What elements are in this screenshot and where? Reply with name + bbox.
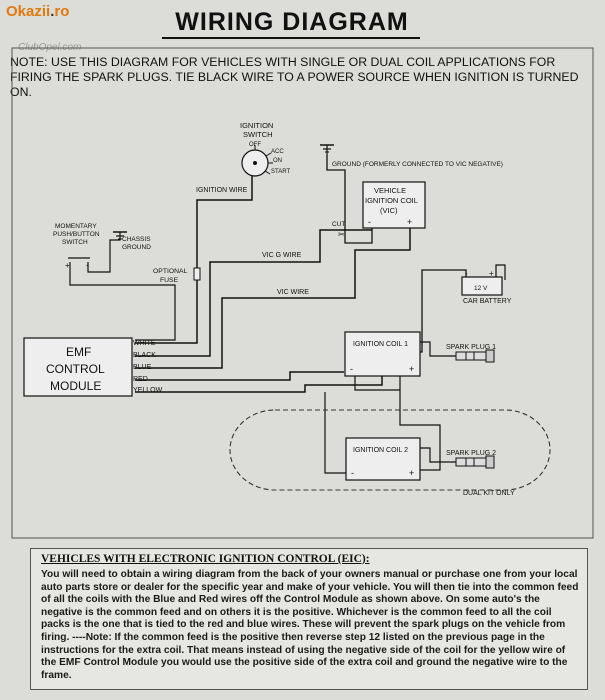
- ground-label: GROUND (FORMERLY CONNECTED TO VIC NEGATIVE): [332, 161, 503, 168]
- vic-plus: +: [407, 217, 413, 227]
- ignition-switch-label: IGNITION: [240, 121, 274, 130]
- wire-label-white: WHITE: [133, 340, 156, 347]
- chassis-ground-label-1: CHASSIS: [122, 236, 151, 243]
- ignition-switch: [242, 145, 273, 176]
- vic-label-3: (VIC): [380, 206, 398, 215]
- blue-wire: [135, 372, 344, 380]
- coil-link-wire: [355, 376, 400, 390]
- coil1-minus: -: [350, 364, 353, 374]
- car-battery-label: CAR BATTERY: [463, 298, 512, 305]
- coil2-plus: +: [409, 468, 415, 478]
- coil2-minus: -: [351, 468, 354, 478]
- wire-label-blue: BLUE: [133, 364, 152, 371]
- vic-wire-label: VIC WIRE: [277, 289, 309, 296]
- ground-symbol-top: [320, 145, 334, 155]
- vic-g-wire: [135, 230, 372, 356]
- vic-label-2: IGNITION COIL: [365, 196, 418, 205]
- spark-plug-1-icon: [456, 350, 494, 362]
- switch-on-label: ON: [273, 158, 282, 164]
- spark-plug-2-label: SPARK PLUG 2: [446, 450, 497, 457]
- spark-plug-1-label: SPARK PLUG 1: [446, 344, 497, 351]
- ignition-coil-2-label: IGNITION COIL 2: [353, 447, 408, 454]
- switch-acc-label: ACC: [271, 149, 284, 155]
- wire-label-yellow: YELLOW: [133, 387, 163, 394]
- coil2-negative-wire: [325, 392, 346, 473]
- ignition-switch-label-2: SWITCH: [243, 130, 273, 139]
- chassis-ground-wire: [88, 232, 120, 272]
- eic-body: You will need to obtain a wiring diagram from the back of your owners manual or purchase one from your local auto parts store or dealer for the specific year and make of your vehicle. You will then tie into the common feed of all the coils with the Blue and Red wires off the Control Module as shown above. On some auto's the negative is the common feed and on others it is the positive. Whichever is the common feed to all the coil packs is the one that is tied to the red and blue wires. These will prevent the spark plugs on the vehicle from firing. ----Note: If the common feed is the positive then reverse step 12 listed on the previous page in the instructions for the extra coil. That means instead of using the negative side of the coil for the yellow wire of the EMF Control Module you would use the positive side of the extra coil and ground the negative wire to the frame.: [41, 569, 579, 681]
- optional-fuse: [194, 268, 200, 280]
- eic-section: [30, 548, 588, 690]
- eic-heading: VEHICLES WITH ELECTRONIC IGNITION CONTROL (EIC):: [41, 553, 370, 565]
- emf-label-2: CONTROL: [46, 362, 105, 376]
- okazii-watermark-dot: .: [50, 3, 55, 20]
- cut-label: CUT: [332, 221, 346, 228]
- emf-label-3: MODULE: [50, 379, 102, 393]
- clubopel-watermark: ClubOpel.com: [18, 42, 82, 53]
- switch-off-label: OFF: [249, 142, 261, 148]
- momentary-switch-label-3: SWITCH: [62, 239, 88, 246]
- ignition-wire: [135, 176, 252, 343]
- coil1-plus: +: [409, 364, 415, 374]
- spark-plug-2-icon: [456, 456, 494, 468]
- page-title: WIRING DIAGRAM: [175, 8, 409, 36]
- optional-fuse-label-1: OPTIONAL: [153, 268, 188, 275]
- optional-fuse-label-2: FUSE: [160, 277, 179, 284]
- ignition-wire-label: IGNITION WIRE: [196, 187, 248, 194]
- ignition-coil-1-label: IGNITION COIL 1: [353, 341, 408, 348]
- wire-label-black: BLACK: [133, 352, 156, 359]
- vic-g-wire-label: VIC G WIRE: [262, 252, 302, 259]
- emf-label-1: EMF: [66, 345, 92, 359]
- battery-voltage: 12 V: [474, 285, 488, 292]
- dual-kit-label: DUAL KIT ONLY: [463, 490, 515, 497]
- momentary-switch-label-2: PUSH/BUTTON: [53, 231, 100, 238]
- momentary-switch-label-1: MOMENTARY: [55, 223, 97, 230]
- okazii-watermark-name: Okazii: [6, 3, 51, 20]
- vic-label-1: VEHICLE: [374, 186, 407, 195]
- wire-label-red: RED: [133, 376, 148, 383]
- chassis-ground-label-2: GROUND: [122, 244, 151, 251]
- momentary-plus: +: [65, 261, 70, 270]
- switch-start-label: START: [271, 169, 291, 175]
- battery-minus: -: [465, 269, 468, 278]
- momentary-minus: -: [86, 260, 89, 270]
- scissors-icon: ✂: [338, 230, 345, 239]
- usage-note: NOTE: USE THIS DIAGRAM FOR VEHICLES WITH SINGLE OR DUAL COIL APPLICATIONS FOR FIRING THE SPARK PLUGS. TIE BLACK WIRE TO A POWER SOURCE WHEN IGNITION IS TURNED ON.: [10, 55, 579, 99]
- okazii-watermark-tld: ro: [54, 3, 70, 20]
- battery-plus: +: [489, 269, 494, 278]
- vic-minus: -: [368, 217, 371, 227]
